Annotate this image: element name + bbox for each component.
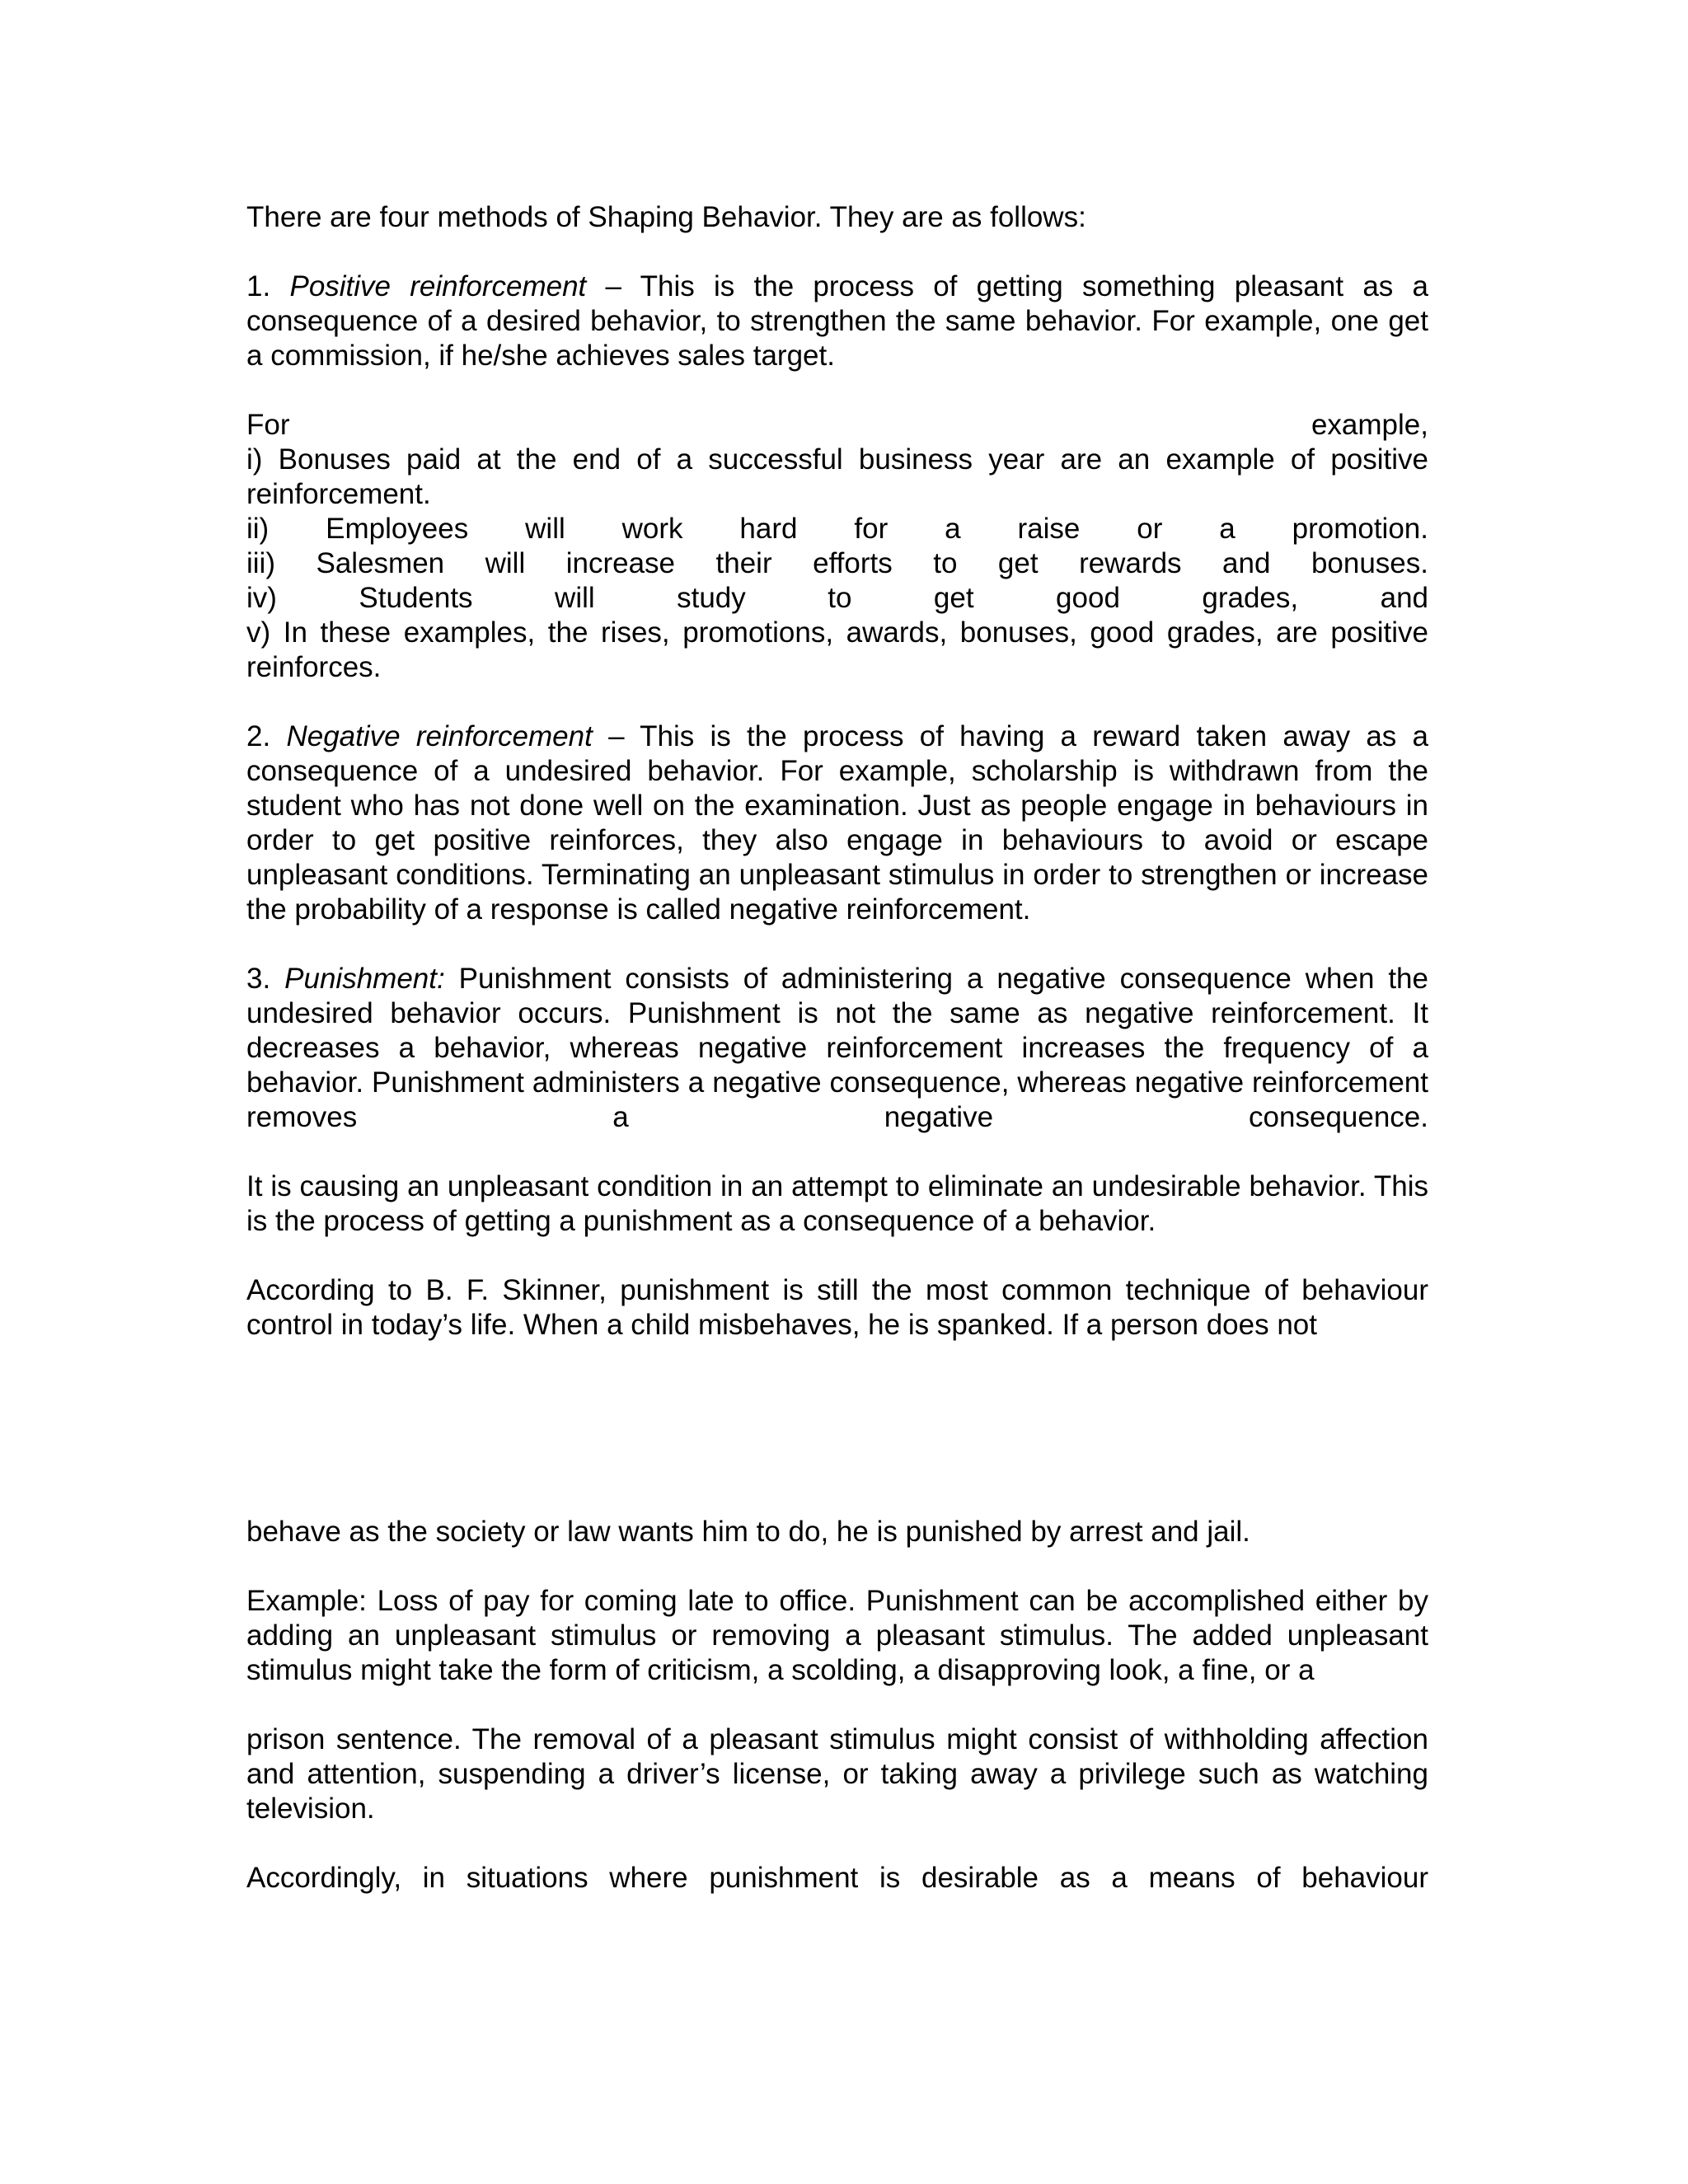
method-2-title: Negative reinforcement [286,720,593,752]
method-1-title: Positive reinforcement [289,270,587,302]
method-1-text: – This is the process of getting something pleasant as a consequence of a desired behavior, to strengthen the same behavior. For example, one get a commission, if he/she achieves sales target. [246,270,1428,372]
text-column-bottom [246,1515,1428,1896]
prison-paragraph: prison sentence. The removal of a pleasant stimulus might consist of withholding affection and attention, suspending a driver’s license, or taking away a privilege such as watching television. [246,1723,1428,1825]
example-iii: iii) Salesmen will increase their efforts to get rewards and bonuses. [246,547,1428,579]
method-3-title: Punishment: [284,963,445,995]
skinner-paragraph: According to B. F. Skinner, punishment is still the most common technique of behaviour control in today’s life. When a child misbehaves, he is spanked. If a person does not [246,1274,1428,1341]
examples-lead-line [246,408,1428,443]
example-v: v) In these examples, the rises, promotions, awards, bonuses, good grades, are positive reinforces. [246,616,1428,683]
method-2-text: – This is the process of having a reward taken away as a consequence of a undesired behavior. For example, scholarship is withdrawn from the student who has not done well on the examination. Just as people engage in behaviours in order to get positive reinforces, they also engage in behaviours to avoid or escape unpleasant conditions. Terminating an unpleasant stimulus in order to strengthen or increase the probability of a response is called negative reinforcement. [246,720,1428,926]
behave-paragraph: behave as the society or law wants him to do, he is punished by arrest and jail. [246,1516,1250,1548]
accordingly-paragraph: Accordingly, in situations where punishment is desirable as a means of behaviour [246,1862,1428,1894]
method-1-number: 1. [246,270,271,302]
intro-paragraph: There are four methods of Shaping Behavior. They are as follows: [246,201,1086,233]
method-3-paragraph [246,962,1428,1135]
method-3-text: Punishment consists of administering a negative consequence when the undesired behavior occurs. Punishment is not the same as negative reinforcement. It decreases a behavior, whereas negative reinforcement increases the frequency of a behavior. Punishment administers a negative consequence, whereas negative reinforcement removes a negative consequence. [246,963,1428,1133]
method-2-paragraph [246,719,1428,927]
example-iv: iv) Students will study to get good grades, and [246,582,1428,614]
examples-lead-example: example, [1311,409,1428,441]
example-paragraph: Example: Loss of pay for coming late to office. Punishment can be accomplished either by adding an unpleasant stimulus or removing a pleasant stimulus. The added unpleasant stimulus might take the form of criticism, a scolding, a disapproving look, a fine, or a [246,1585,1428,1686]
method-1-paragraph [246,269,1428,373]
method-2-number: 2. [246,720,271,752]
examples-lead-for: For [246,409,290,441]
method-3-number: 3. [246,963,271,995]
causing-paragraph: It is causing an unpleasant condition in an attempt to eliminate an undesirable behavior. This is the process of getting a punishment as a consequence of a behavior. [246,1170,1428,1237]
text-column-top [246,200,1428,1343]
example-ii: ii) Employees will work hard for a raise or a promotion. [246,513,1428,545]
example-i: i) Bonuses paid at the end of a successful business year are an example of positive reinforcement. [246,443,1428,510]
